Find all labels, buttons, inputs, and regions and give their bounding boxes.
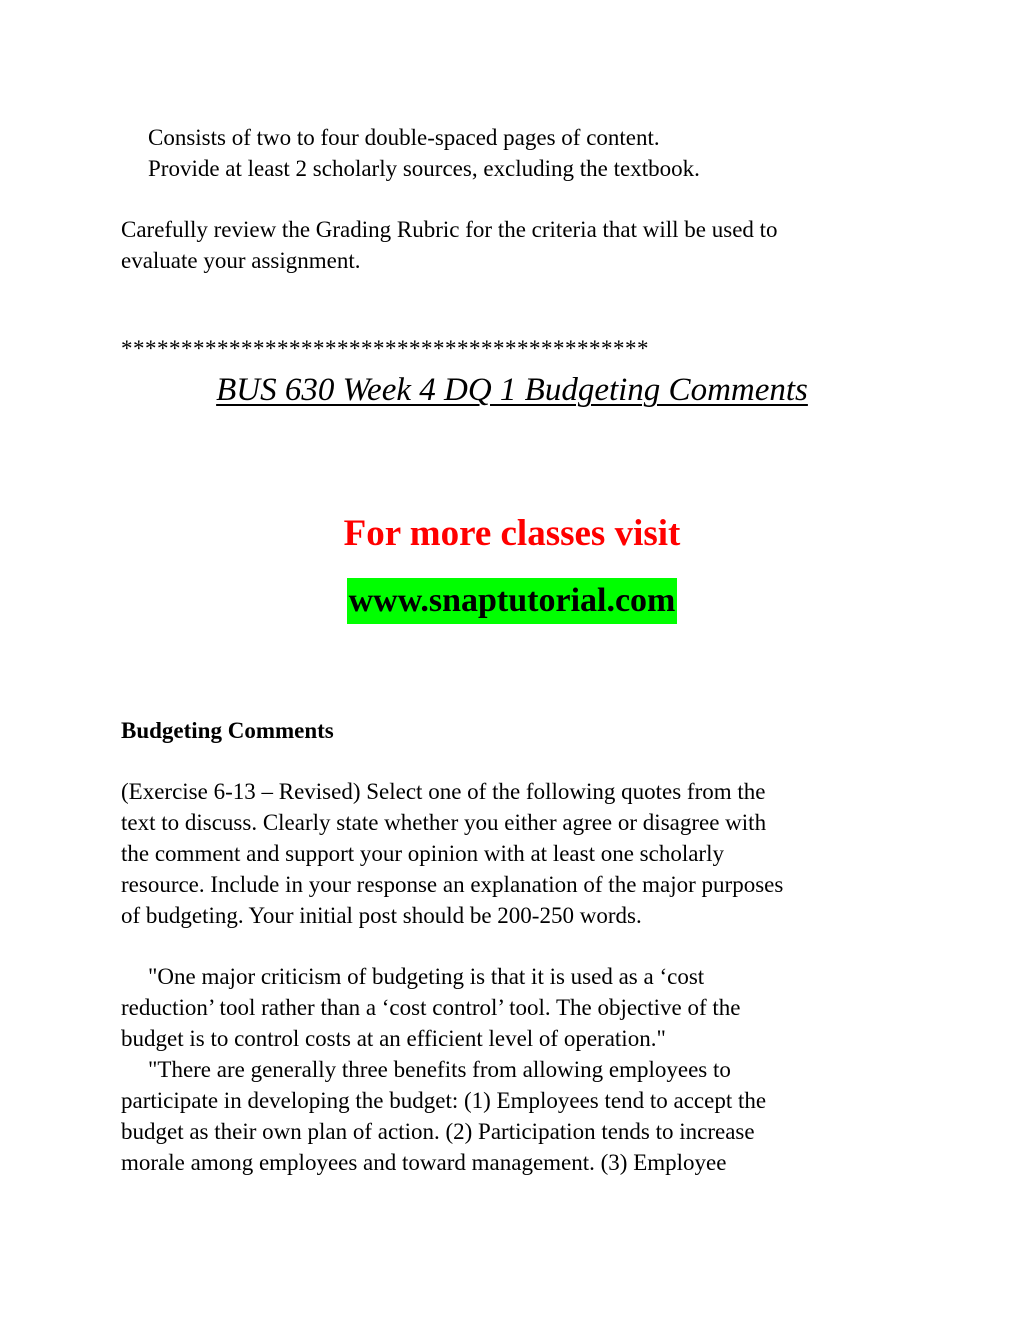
instructions-line: the comment and support your opinion with at least one scholarly — [121, 841, 724, 866]
requirement-item: Provide at least 2 scholarly sources, excluding the textbook. — [148, 156, 700, 181]
instructions-line: (Exercise 6-13 – Revised) Select one of the following quotes from the — [121, 779, 766, 804]
promo-link-container — [0, 578, 1024, 624]
document-title: BUS 630 Week 4 DQ 1 Budgeting Comments — [216, 372, 808, 408]
quote-line: participate in developing the budget: (1) Employees tend to accept the — [121, 1088, 767, 1113]
quote-line: "There are generally three benefits from allowing employees to — [148, 1057, 731, 1082]
promo-link[interactable]: www.snaptutorial.com — [347, 578, 678, 624]
section-heading: Budgeting Comments — [121, 718, 334, 743]
review-text-line: Carefully review the Grading Rubric for the criteria that will be used to — [121, 217, 778, 242]
separator-line: ******************************************** — [121, 336, 649, 361]
instructions-line: text to discuss. Clearly state whether you either agree or disagree with — [121, 810, 767, 835]
requirement-item: Consists of two to four double-spaced pages of content. — [148, 125, 660, 150]
quote-line: budget is to control costs at an efficient level of operation." — [121, 1026, 666, 1051]
quote-line: morale among employees and toward management. (3) Employee — [121, 1150, 727, 1175]
instructions-line: resource. Include in your response an explanation of the major purposes — [121, 872, 784, 897]
instructions-line: of budgeting. Your initial post should be 200-250 words. — [121, 903, 642, 928]
quote-line: "One major criticism of budgeting is that it is used as a ‘cost — [148, 964, 705, 989]
promo-text: For more classes visit — [343, 513, 681, 554]
review-text-line: evaluate your assignment. — [121, 248, 361, 273]
quote-line: budget as their own plan of action. (2) Participation tends to increase — [121, 1119, 755, 1144]
quote-line: reduction’ tool rather than a ‘cost control’ tool. The objective of the — [121, 995, 741, 1020]
